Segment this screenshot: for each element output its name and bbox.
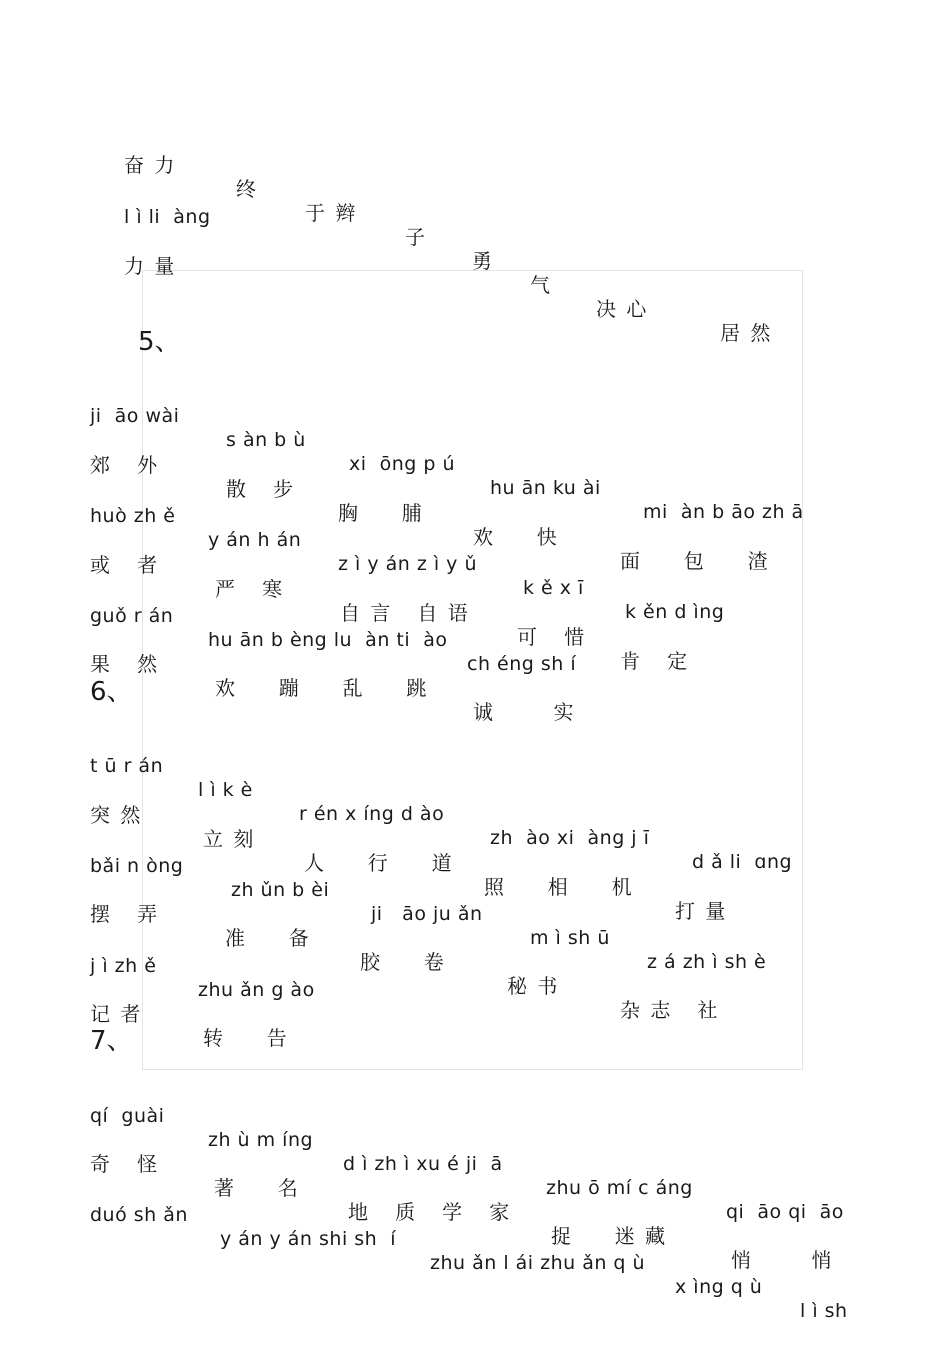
- word: 捉 迷 藏: [551, 1224, 668, 1248]
- pinyin-word: t ū r án: [90, 755, 164, 777]
- word: 准 备: [225, 926, 311, 950]
- pinyin-word: x ìng q ù: [675, 1276, 763, 1298]
- pinyin-word: hu ān ku ài: [490, 477, 601, 499]
- word: 子: [405, 225, 427, 249]
- word: 悄 悄: [731, 1248, 834, 1272]
- word: 决 心: [596, 297, 649, 321]
- word: 肯 定: [620, 649, 690, 673]
- pinyin-word: guǒ r án: [90, 605, 174, 627]
- section-number: 7、: [90, 1026, 133, 1056]
- pinyin-word: k ě x ī: [523, 577, 584, 599]
- pinyin-word: zh ǔn b èi: [231, 879, 330, 901]
- word: 胸 脯: [338, 501, 424, 525]
- pinyin-word: ch éng sh í: [467, 653, 577, 675]
- pinyin-word: l ì li àng: [124, 206, 211, 228]
- word: 著 名: [214, 1176, 300, 1200]
- word: 自 言 自 语: [340, 601, 470, 625]
- top-pinyin: [0, 181, 211, 229]
- word: 记 者: [90, 1002, 143, 1026]
- pinyin-word: qí guài: [90, 1105, 165, 1127]
- word: 转 告: [203, 1026, 289, 1050]
- pinyin-word: y án y án shi sh í: [220, 1228, 397, 1250]
- word: 突 然: [90, 803, 143, 827]
- pinyin-word: m ì sh ū: [530, 927, 610, 949]
- word: 立 刻: [203, 827, 256, 851]
- word: 严 寒: [215, 577, 285, 601]
- word: 面 包 渣: [620, 549, 770, 573]
- section-number: 5、: [138, 327, 181, 357]
- word: 力 量: [124, 254, 177, 278]
- pinyin-word: s àn b ù: [226, 429, 306, 451]
- pinyin-word: y án h án: [208, 529, 302, 551]
- pinyin-word: qi āo qi āo: [726, 1201, 844, 1223]
- word: 散 步: [226, 477, 296, 501]
- word: 地 质 学 家: [348, 1200, 512, 1224]
- word: 杂 志 社: [620, 998, 720, 1022]
- word: 秘 书: [507, 974, 560, 998]
- pinyin-word: zh ù m íng: [208, 1129, 314, 1151]
- pinyin-word: zhu ō mí c áng: [546, 1177, 693, 1199]
- pinyin-word: d ǎ li ɑng: [692, 851, 793, 873]
- pinyin-word: k ěn d ìng: [625, 601, 725, 623]
- word: 诚 实: [473, 700, 576, 724]
- pinyin-word: l ì k è: [198, 779, 253, 801]
- top-hanzi2: [0, 230, 177, 278]
- word: 终: [236, 177, 258, 201]
- pinyin-word: xi ōng p ú: [349, 453, 456, 475]
- pinyin-word: ji āo ju ǎn: [371, 903, 483, 925]
- word: 或 者: [90, 553, 160, 577]
- word: 居 然: [720, 321, 773, 345]
- word: 勇: [472, 249, 494, 273]
- pinyin-word: zh ào xi àng j ī: [490, 827, 650, 849]
- pinyin-word: huò zh ě: [90, 505, 176, 527]
- pinyin-word: duó sh ǎn: [90, 1204, 188, 1226]
- pinyin-word: j ì zh ě: [90, 955, 157, 977]
- word: 果 然: [90, 652, 160, 676]
- pinyin-word: d ì zh ì xu é ji ā: [343, 1153, 503, 1175]
- word: 打 量: [675, 899, 728, 923]
- word: 胶 卷: [360, 950, 446, 974]
- pinyin-word: hu ān b èng lu àn ti ào: [208, 629, 448, 651]
- pinyin-word: z ì y án z ì y ǔ: [338, 553, 477, 575]
- pinyin-word: z á zh ì sh è: [647, 951, 767, 973]
- pinyin-word: ji āo wài: [90, 405, 180, 427]
- word: 郊 外: [90, 453, 160, 477]
- pinyin-word: l ì sh: [800, 1300, 848, 1322]
- section-number: 6、: [90, 677, 133, 707]
- word: 奇 怪: [90, 1152, 160, 1176]
- pinyin-word: r én x íng d ào: [299, 803, 445, 825]
- word: 于 辫: [305, 201, 358, 225]
- pinyin-word: mi àn b āo zh ā: [643, 501, 804, 523]
- pinyin-word: bǎi n òng: [90, 855, 184, 877]
- word: 气: [530, 273, 552, 297]
- word: 欢 快: [473, 525, 559, 549]
- pinyin-word: zhu ǎn l ái zhu ǎn q ù: [430, 1252, 646, 1274]
- word: 照 相 机: [484, 875, 634, 899]
- word: 摆 弄: [90, 902, 160, 926]
- word: 奋 力: [124, 153, 177, 177]
- word: 人 行 道: [304, 851, 454, 875]
- pinyin-word: zhu ǎn g ào: [198, 979, 315, 1001]
- word: 可 惜: [517, 625, 587, 649]
- word: 欢 蹦 乱 跳: [215, 676, 429, 700]
